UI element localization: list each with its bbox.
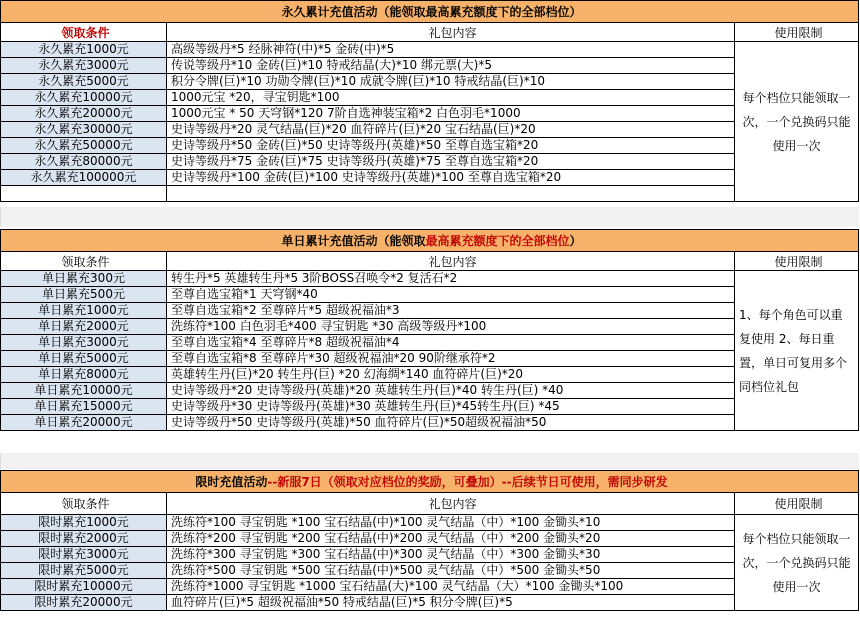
limit-cell: 1、每个角色可以重复使用 2、每日重置，单日可复用多个同档位礼包 [735,271,859,431]
gift-cell: 1000元宝 *20，寻宝钥匙*100 [167,90,735,106]
gift-cell: 英雄转生丹(巨)*20 转生丹(巨) *20 幻海绸*140 血符碎片(巨)*20 [167,367,735,383]
section-gap [0,207,859,227]
condition-cell: 限时累充5000元 [1,563,167,579]
daily-recharge-section [0,229,858,431]
header-condition: 领取条件 [1,23,167,42]
table-row [1,351,859,367]
blank-row [1,186,859,202]
condition-cell: 单日累充300元 [1,271,167,287]
gift-cell: 史诗等级丹*20 灵气结晶(巨)*20 血符碎片(巨)*20 宝石结晶(巨)*20 [167,122,735,138]
table-row [1,547,859,563]
permanent-recharge-table [0,0,859,202]
gift-cell: 血符碎片(巨)*5 超级祝福油*50 特戒结晶(巨)*5 积分令牌(巨)*5 [167,595,735,611]
table-row [1,42,859,58]
title-note-highlight: 最高累充额度下的全部档位 [425,234,570,248]
gift-cell: 积分令牌(巨)*10 功勋令牌(巨)*10 成就令牌(巨)*10 特戒结晶(巨)*10 [167,74,735,90]
condition-cell: 单日累充8000元 [1,367,167,383]
gift-cell: 转生丹*5 英雄转生丹*5 3阶BOSS召唤令*2 复活石*2 [167,271,735,287]
header-limit: 使用限制 [735,252,859,271]
gift-cell: 史诗等级丹*50 金砖(巨)*50 史诗等级丹(英雄)*50 至尊自选宝箱*20 [167,138,735,154]
blank-cell [1,186,167,202]
table-row [1,287,859,303]
table-row [1,303,859,319]
gift-cell: 史诗等级丹*100 金砖(巨)*100 史诗等级丹(英雄)*100 至尊自选宝箱*20 [167,170,735,186]
gift-cell: 洗练符*300 寻宝钥匙 *300 宝石结晶(中)*300 灵气结晶（中）*300 金锄头*30 [167,547,735,563]
section-gap [0,453,859,469]
table-row [1,595,859,611]
section-title [1,1,859,23]
table-row [1,154,859,170]
header-gift: 礼包内容 [167,252,735,271]
condition-cell: 限时累充1000元 [1,515,167,531]
title-note-c: ） [569,234,582,248]
table-row [1,170,859,186]
condition-cell: 永久累充80000元 [1,154,167,170]
condition-cell: 永久累充5000元 [1,74,167,90]
title-note-a: （能领取 [377,234,426,248]
table-row [1,399,859,415]
header-row [1,23,859,42]
table-row [1,335,859,351]
gift-cell: 洗练符*100 寻宝钥匙 *100 宝石结晶(中)*100 灵气结晶（中）*100 金锄头*10 [167,515,735,531]
gift-cell: 1000元宝 * 50 天穹钢*120 7阶自选神装宝箱*2 白色羽毛*1000 [167,106,735,122]
header-row [1,493,859,515]
table-row [1,106,859,122]
header-condition: 领取条件 [1,252,167,271]
condition-cell: 永久累充30000元 [1,122,167,138]
condition-cell: 单日累充500元 [1,287,167,303]
title-main: 单日累计充值活动 [281,234,378,248]
gift-cell: 史诗等级丹*30 史诗等级丹(英雄)*30 英雄转生丹(巨)*45转生丹(巨) *45 [167,399,735,415]
gift-cell: 至尊自选宝箱*2 至尊碎片*5 超级祝福油*3 [167,303,735,319]
condition-cell: 永久累充50000元 [1,138,167,154]
header-gift: 礼包内容 [167,23,735,42]
table-row [1,383,859,399]
blank-cell [167,186,735,202]
condition-cell: 永久累充20000元 [1,106,167,122]
condition-cell: 单日累充10000元 [1,383,167,399]
gift-cell: 至尊自选宝箱*4 至尊碎片*8 超级祝福油*4 [167,335,735,351]
condition-cell: 单日累充1000元 [1,303,167,319]
condition-cell: 限时累充10000元 [1,579,167,595]
condition-cell: 永久累充100000元 [1,170,167,186]
gift-cell: 至尊自选宝箱*8 至尊碎片*30 超级祝福油*20 90阶继承符*2 [167,351,735,367]
gift-cell: 洗练符*200 寻宝钥匙 *200 宝石结晶(中)*200 灵气结晶（中）*200 金锄头*20 [167,531,735,547]
limit-cell: 每个档位只能领取一次，一个兑换码只能使用一次 [735,42,859,202]
section-title [1,471,859,493]
table-row [1,271,859,287]
condition-cell: 单日累充20000元 [1,415,167,431]
limit-cell: 每个档位只能领取一次，一个兑换码只能使用一次 [735,515,859,611]
table-row [1,367,859,383]
gift-cell: 传说等级丹*10 金砖(巨)*10 特戒结晶(大)*10 绑元票(大)*5 [167,58,735,74]
gift-cell: 洗练符*1000 寻宝钥匙 *1000 宝石结晶(大)*100 灵气结晶（大）*100 金锄头*100 [167,579,735,595]
table-row [1,74,859,90]
gift-cell: 洗练符*500 寻宝钥匙 *500 宝石结晶(中)*500 灵气结晶（中）*500 金锄头*50 [167,563,735,579]
condition-cell: 永久累充10000元 [1,90,167,106]
table-row [1,579,859,595]
header-row [1,252,859,271]
header-condition: 领取条件 [1,493,167,515]
table-row [1,122,859,138]
table-row [1,319,859,335]
gift-cell: 史诗等级丹*75 金砖(巨)*75 史诗等级丹(英雄)*75 至尊自选宝箱*20 [167,154,735,170]
gift-cell: 史诗等级丹*50 史诗等级丹(英雄)*50 血符碎片(巨)*50超级祝福油*50 [167,415,735,431]
condition-cell: 永久累充1000元 [1,42,167,58]
condition-cell: 单日累充3000元 [1,335,167,351]
gift-cell: 史诗等级丹*20 史诗等级丹(英雄)*20 英雄转生丹(巨)*40 转生丹(巨) *40 [167,383,735,399]
title-main: 限时充值活动 [195,475,268,489]
title-main: 永久累计充值活动 [281,5,378,19]
table-row [1,563,859,579]
title-note: （能领取最高累充额度下的全部档位） [377,5,582,19]
condition-cell: 单日累充2000元 [1,319,167,335]
gift-cell: 洗练符*100 白色羽毛*400 寻宝钥匙 *30 高级等级丹*100 [167,319,735,335]
condition-cell: 限时累充2000元 [1,531,167,547]
table-row [1,58,859,74]
condition-cell: 限时累充3000元 [1,547,167,563]
table-row [1,515,859,531]
condition-cell: 单日累充15000元 [1,399,167,415]
table-row [1,90,859,106]
condition-cell: 限时累充20000元 [1,595,167,611]
section-title [1,230,859,252]
table-row [1,531,859,547]
title-note: --新服7日（领取对应档位的奖励，可叠加）--后续节日可使用，需同步研发 [267,475,668,489]
gift-cell: 至尊自选宝箱*1 天穹钢*40 [167,287,735,303]
condition-cell: 单日累充5000元 [1,351,167,367]
header-gift: 礼包内容 [167,493,735,515]
condition-cell: 永久累充3000元 [1,58,167,74]
daily-recharge-table [0,229,859,431]
header-limit: 使用限制 [735,23,859,42]
limited-recharge-section [0,470,858,611]
permanent-recharge-section [0,0,858,202]
table-row [1,415,859,431]
table-row [1,138,859,154]
header-limit: 使用限制 [735,493,859,515]
gift-cell: 高级等级丹*5 经脉神符(中)*5 金砖(中)*5 [167,42,735,58]
limited-recharge-table [0,470,859,611]
